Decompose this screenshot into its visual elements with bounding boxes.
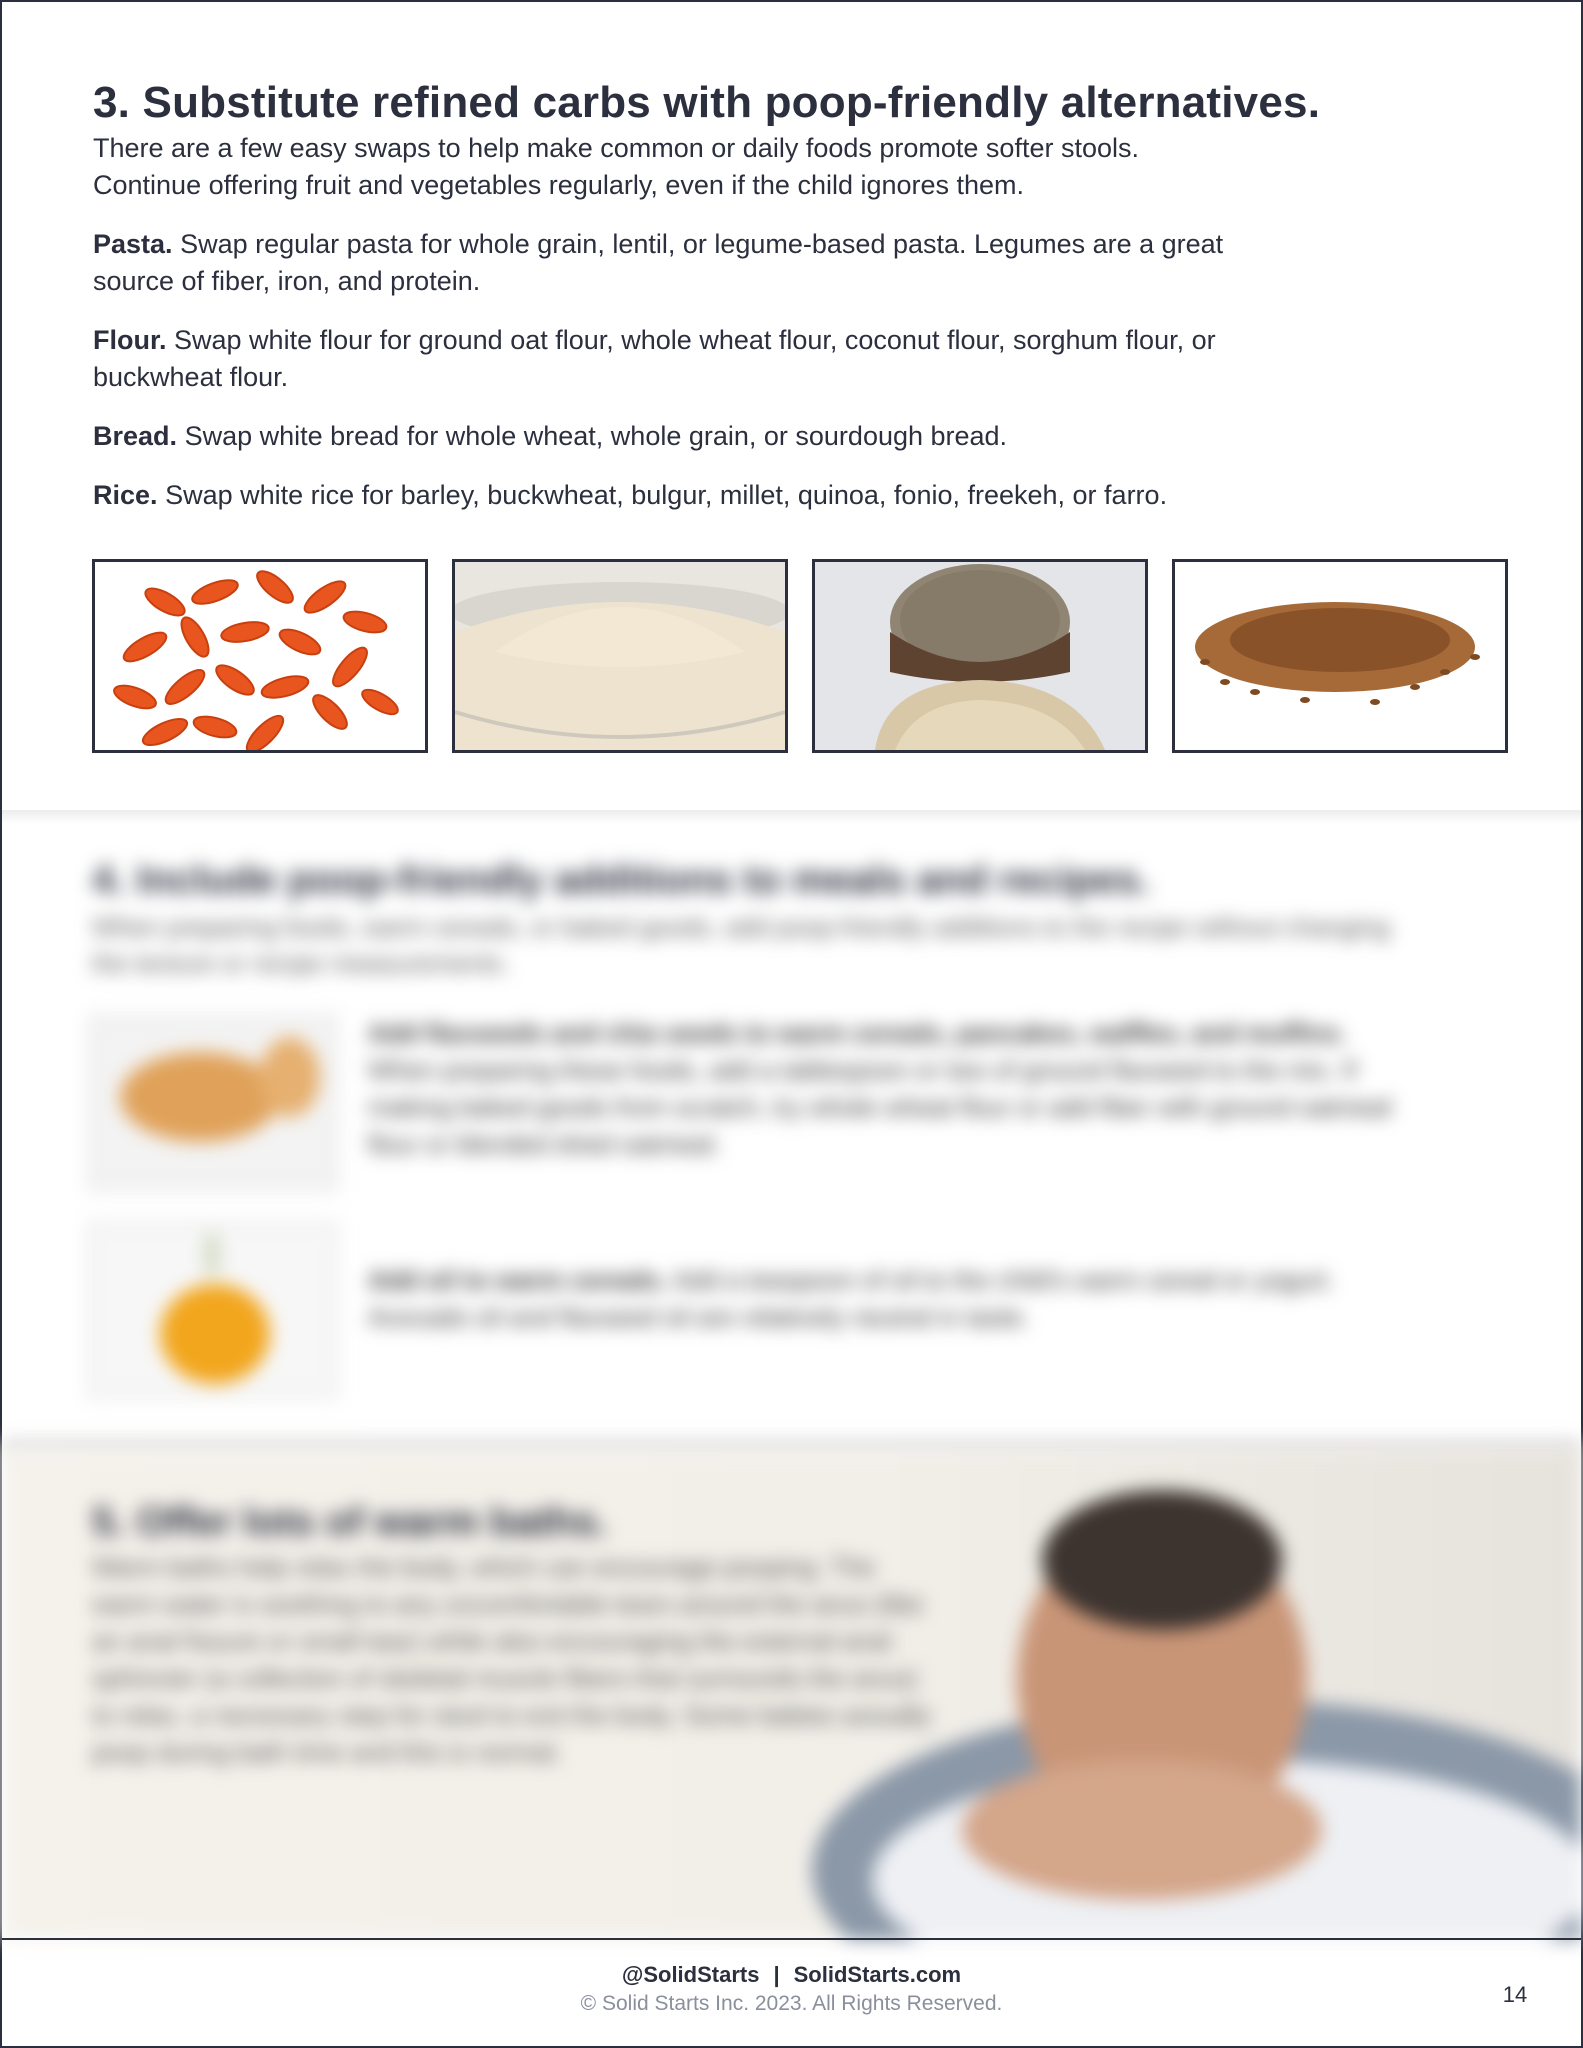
- swap-text: Swap white bread for whole wheat, whole grain, or sourdough bread.: [184, 421, 1008, 451]
- copyright: © Solid Starts Inc. 2023. All Rights Reserved.: [580, 1992, 1003, 2015]
- addition-label: Add flaxseeds and chia seeds to warm cereals, pancakes, waffles, and muffins.: [368, 1018, 1347, 1048]
- swap-text-cont: buckwheat flour.: [93, 362, 289, 392]
- section-text: Warm baths help relax the body, which can encourage pooping. The warm water is soothing to any uncomfortable tears around the anus (like an anal fissure or small tear) while also encouraging the external anal sphincter (a collection of skeletal muscle fibers that surrounds the anus) to relax, a necessary step for stool to exit the body. Some babies actually poop during bath time and this is normal.: [92, 1552, 932, 1767]
- addition-label: Add oil to warm cereals.: [368, 1265, 668, 1295]
- swap-rice: [93, 477, 1493, 514]
- food-thumbnails: [92, 559, 1508, 753]
- swap-text: Swap white rice for barley, buckwheat, bulgur, millet, quinoa, fonio, freekeh, or farro.: [165, 480, 1168, 510]
- section-intro: When preparing foods, warm cereals, or baked goods, add poop-friendly additions to the recipe without changing the texture or recipe measurements.: [92, 912, 1390, 978]
- swap-flour: [93, 322, 1493, 396]
- website-link[interactable]: SolidStarts.com: [793, 1962, 962, 1987]
- flour-image: [452, 559, 788, 753]
- social-handle[interactable]: @SolidStarts: [621, 1962, 760, 1987]
- section-divider: [2, 810, 1581, 824]
- pasta-image: [92, 559, 428, 753]
- swap-pasta: [93, 226, 1493, 300]
- footer-separator: |: [773, 1962, 780, 1987]
- swap-bread: [93, 418, 1493, 455]
- swap-label: Rice.: [93, 480, 158, 510]
- addition-text: When preparing these foods, add a tablespoon or two of ground flaxseed to the mix. If making baked goods from scratch, try whole wheat flour or add fiber with ground oatmeal flour or blended dried oatmeal.: [368, 1055, 1392, 1159]
- section-title: 5. Offer lots of warm baths.: [92, 1500, 608, 1544]
- section-title: 4. Include poop-friendly additions to meals and recipes.: [92, 858, 1150, 902]
- swap-label: Bread.: [93, 421, 178, 451]
- bread-image: [812, 559, 1148, 753]
- footer-divider: [2, 1938, 1581, 1940]
- addition-text: Add a teaspoon of oil to the child's warm cereal or yogurt. Avocado oil and flaxseed oil are relatively neutral in taste.: [368, 1265, 1334, 1332]
- footer-links: [0, 1962, 1583, 1988]
- section-warm-baths: [92, 1500, 932, 1771]
- section-title: 3. Substitute refined carbs with poop-friendly alternatives.: [93, 78, 1321, 127]
- swap-label: Pasta.: [93, 229, 173, 259]
- section-additions: [92, 858, 1422, 981]
- section-substitute-carbs: [93, 78, 1493, 514]
- swap-label: Flour.: [93, 325, 167, 355]
- page-number: 14: [1502, 1982, 1528, 2007]
- swap-text-cont: source of fiber, iron, and protein.: [93, 266, 481, 296]
- swap-text: Swap white flour for ground oat flour, whole wheat flour, coconut flour, sorghum flour, or: [174, 325, 1216, 355]
- muffin-image: [88, 1015, 338, 1191]
- section-intro: There are a few easy swaps to help make common or daily foods promote softer stools. Continue offering fruit and vegetables regularly, even if the child ignores them.: [93, 133, 1139, 200]
- swap-text: Swap regular pasta for whole grain, lentil, or legume-based pasta. Legumes are a great: [180, 229, 1224, 259]
- oil-image: [88, 1222, 338, 1398]
- grain-image: [1172, 559, 1508, 753]
